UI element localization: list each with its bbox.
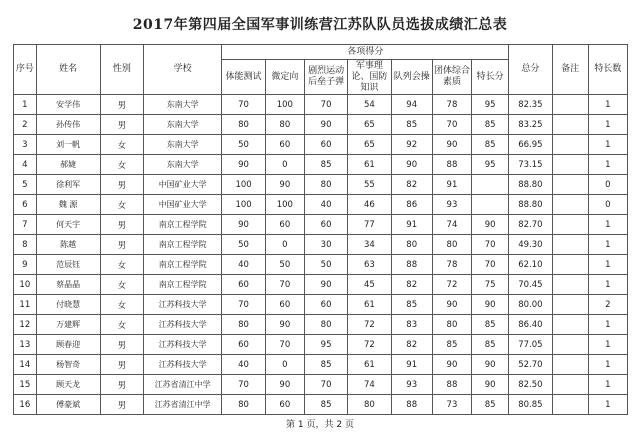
cell-name: 顾天龙	[36, 375, 100, 395]
cell-talent: 90	[472, 295, 509, 315]
cell-remark	[552, 315, 588, 335]
cell-seq: 2	[14, 115, 37, 135]
cell-drill: 80	[391, 235, 432, 255]
cell-talent-count: 1	[588, 155, 627, 175]
cell-school: 江苏科技大学	[143, 355, 221, 375]
cell-gender: 男	[100, 235, 143, 255]
table-row	[14, 155, 628, 175]
score-table	[13, 44, 628, 415]
cell-talent-count: 1	[588, 335, 627, 355]
cell-total: 82.70	[509, 215, 552, 235]
cell-talent: 85	[472, 115, 509, 135]
cell-gender: 女	[100, 295, 143, 315]
cell-orienteering: 50	[265, 255, 304, 275]
cell-sports: 60	[304, 215, 347, 235]
cell-fitness: 50	[222, 135, 265, 155]
table-row	[14, 175, 628, 195]
header-fitness: 体能测试	[222, 60, 265, 95]
cell-seq: 14	[14, 355, 37, 375]
cell-drill: 86	[391, 195, 432, 215]
cell-total: 52.70	[509, 355, 552, 375]
cell-total: 83.25	[509, 115, 552, 135]
cell-fitness: 80	[222, 115, 265, 135]
cell-team: 85	[432, 335, 471, 355]
cell-orienteering: 0	[265, 355, 304, 375]
cell-drill: 91	[391, 355, 432, 375]
cell-drill: 94	[391, 95, 432, 115]
cell-talent: 95	[472, 155, 509, 175]
cell-drill: 83	[391, 315, 432, 335]
cell-total: 49.30	[509, 235, 552, 255]
cell-military: 34	[348, 235, 391, 255]
cell-orienteering: 90	[265, 175, 304, 195]
cell-fitness: 90	[222, 155, 265, 175]
cell-remark	[552, 335, 588, 355]
cell-talent-count: 1	[588, 355, 627, 375]
table-row	[14, 275, 628, 295]
cell-military: 55	[348, 175, 391, 195]
cell-team: 90	[432, 355, 471, 375]
cell-fitness: 40	[222, 255, 265, 275]
cell-sports: 85	[304, 395, 347, 415]
cell-talent-count: 1	[588, 95, 627, 115]
cell-sports: 50	[304, 255, 347, 275]
cell-orienteering: 90	[265, 315, 304, 335]
header-gender: 性别	[100, 45, 143, 95]
cell-team: 93	[432, 195, 471, 215]
cell-talent	[472, 175, 509, 195]
cell-sports: 80	[304, 175, 347, 195]
cell-military: 63	[348, 255, 391, 275]
cell-total: 66.95	[509, 135, 552, 155]
header-military: 军事理论、国防知识	[348, 60, 391, 95]
cell-seq: 8	[14, 235, 37, 255]
cell-seq: 3	[14, 135, 37, 155]
table-row	[14, 355, 628, 375]
cell-school: 江苏科技大学	[143, 315, 221, 335]
cell-military: 72	[348, 315, 391, 335]
cell-military: 54	[348, 95, 391, 115]
cell-team: 74	[432, 215, 471, 235]
cell-military: 74	[348, 375, 391, 395]
cell-talent: 90	[472, 355, 509, 375]
table-row	[14, 135, 628, 155]
cell-drill: 82	[391, 275, 432, 295]
header-sports: 剧烈运动后垒子弹	[304, 60, 347, 95]
table-row	[14, 375, 628, 395]
header-total: 总分	[509, 45, 552, 95]
header-school: 学校	[143, 45, 221, 95]
table-row	[14, 255, 628, 275]
cell-orienteering: 60	[265, 135, 304, 155]
cell-military: 61	[348, 295, 391, 315]
cell-remark	[552, 235, 588, 255]
cell-sports: 70	[304, 375, 347, 395]
cell-fitness: 70	[222, 375, 265, 395]
cell-total: 88.80	[509, 175, 552, 195]
cell-talent: 90	[472, 215, 509, 235]
cell-fitness: 90	[222, 215, 265, 235]
cell-sports: 90	[304, 115, 347, 135]
cell-team: 91	[432, 175, 471, 195]
cell-remark	[552, 255, 588, 275]
cell-talent	[472, 195, 509, 215]
cell-seq: 10	[14, 275, 37, 295]
cell-school: 江苏省清江中学	[143, 395, 221, 415]
cell-name: 魏 源	[36, 195, 100, 215]
cell-talent: 85	[472, 335, 509, 355]
cell-sports: 90	[304, 275, 347, 295]
cell-talent-count: 1	[588, 315, 627, 335]
cell-talent: 85	[472, 395, 509, 415]
cell-name: 刘一帆	[36, 135, 100, 155]
cell-gender: 男	[100, 115, 143, 135]
cell-gender: 男	[100, 395, 143, 415]
header-team: 团体综合素质	[432, 60, 471, 95]
cell-name: 安学伟	[36, 95, 100, 115]
cell-gender: 女	[100, 155, 143, 175]
cell-name: 孙传伟	[36, 115, 100, 135]
table-row	[14, 395, 628, 415]
cell-team: 73	[432, 395, 471, 415]
cell-drill: 85	[391, 115, 432, 135]
cell-seq: 15	[14, 375, 37, 395]
cell-total: 82.35	[509, 95, 552, 115]
cell-team: 80	[432, 315, 471, 335]
cell-team: 90	[432, 295, 471, 315]
cell-school: 南京工程学院	[143, 275, 221, 295]
cell-seq: 7	[14, 215, 37, 235]
table-row	[14, 115, 628, 135]
cell-school: 中国矿业大学	[143, 175, 221, 195]
cell-talent: 90	[472, 375, 509, 395]
cell-military: 45	[348, 275, 391, 295]
cell-name: 顾春迎	[36, 335, 100, 355]
cell-school: 南京工程学院	[143, 235, 221, 255]
cell-school: 南京工程学院	[143, 215, 221, 235]
table-body	[14, 95, 628, 415]
cell-fitness: 100	[222, 175, 265, 195]
cell-school: 东南大学	[143, 155, 221, 175]
cell-school: 东南大学	[143, 95, 221, 115]
header-remark: 备注	[552, 45, 588, 95]
cell-fitness: 60	[222, 275, 265, 295]
cell-school: 中国矿业大学	[143, 195, 221, 215]
cell-remark	[552, 155, 588, 175]
cell-team: 88	[432, 375, 471, 395]
cell-total: 73.15	[509, 155, 552, 175]
cell-sports: 85	[304, 155, 347, 175]
cell-team: 90	[432, 135, 471, 155]
cell-talent-count: 1	[588, 135, 627, 155]
cell-team: 78	[432, 95, 471, 115]
cell-gender: 女	[100, 135, 143, 155]
cell-remark	[552, 375, 588, 395]
cell-school: 江苏科技大学	[143, 335, 221, 355]
cell-drill: 82	[391, 175, 432, 195]
cell-sports: 85	[304, 355, 347, 375]
cell-talent: 70	[472, 235, 509, 255]
cell-school: 江苏科技大学	[143, 295, 221, 315]
cell-gender: 男	[100, 375, 143, 395]
cell-total: 88.80	[509, 195, 552, 215]
cell-drill: 82	[391, 335, 432, 355]
cell-name: 范辰钰	[36, 255, 100, 275]
cell-total: 86.40	[509, 315, 552, 335]
cell-total: 80.00	[509, 295, 552, 315]
cell-orienteering: 90	[265, 375, 304, 395]
cell-school: 东南大学	[143, 135, 221, 155]
cell-gender: 男	[100, 335, 143, 355]
cell-remark	[552, 175, 588, 195]
header-name: 姓名	[36, 45, 100, 95]
page-title: 2017年第四届全国军事训练营江苏队队员选拔成绩汇总表	[132, 17, 508, 33]
cell-remark	[552, 295, 588, 315]
cell-seq: 12	[14, 315, 37, 335]
cell-orienteering: 0	[265, 235, 304, 255]
cell-seq: 6	[14, 195, 37, 215]
cell-seq: 13	[14, 335, 37, 355]
cell-military: 77	[348, 215, 391, 235]
cell-talent-count: 0	[588, 195, 627, 215]
cell-name: 蔡晶晶	[36, 275, 100, 295]
cell-sports: 60	[304, 295, 347, 315]
cell-gender: 男	[100, 355, 143, 375]
cell-talent-count: 1	[588, 375, 627, 395]
cell-orienteering: 100	[265, 195, 304, 215]
cell-fitness: 80	[222, 315, 265, 335]
cell-talent-count: 1	[588, 395, 627, 415]
header-talent: 特长分	[472, 60, 509, 95]
cell-orienteering: 100	[265, 95, 304, 115]
cell-fitness: 60	[222, 335, 265, 355]
cell-gender: 女	[100, 195, 143, 215]
cell-military: 72	[348, 335, 391, 355]
cell-orienteering: 80	[265, 115, 304, 135]
cell-talent: 85	[472, 315, 509, 335]
cell-drill: 93	[391, 375, 432, 395]
cell-sports: 80	[304, 315, 347, 335]
cell-orienteering: 70	[265, 335, 304, 355]
cell-gender: 女	[100, 315, 143, 335]
cell-talent-count: 1	[588, 215, 627, 235]
cell-seq: 16	[14, 395, 37, 415]
header-orienteering: 微定向	[265, 60, 304, 95]
cell-name: 郝婕	[36, 155, 100, 175]
cell-military: 61	[348, 355, 391, 375]
cell-drill: 90	[391, 155, 432, 175]
cell-school: 东南大学	[143, 115, 221, 135]
cell-team: 78	[432, 255, 471, 275]
header-drill: 队列会操	[391, 60, 432, 95]
cell-military: 80	[348, 395, 391, 415]
cell-talent-count: 1	[588, 115, 627, 135]
cell-total: 70.45	[509, 275, 552, 295]
cell-fitness: 40	[222, 355, 265, 375]
cell-orienteering: 60	[265, 295, 304, 315]
cell-team: 72	[432, 275, 471, 295]
cell-remark	[552, 135, 588, 155]
table-row	[14, 315, 628, 335]
cell-name: 傅豪斌	[36, 395, 100, 415]
cell-fitness: 50	[222, 235, 265, 255]
cell-talent-count: 1	[588, 255, 627, 275]
cell-seq: 1	[14, 95, 37, 115]
cell-name: 徐利军	[36, 175, 100, 195]
cell-name: 万建辉	[36, 315, 100, 335]
cell-school: 南京工程学院	[143, 255, 221, 275]
cell-seq: 11	[14, 295, 37, 315]
cell-name: 陈越	[36, 235, 100, 255]
header-seq: 序号	[14, 45, 37, 95]
table-row	[14, 335, 628, 355]
cell-orienteering: 60	[265, 215, 304, 235]
cell-talent: 95	[472, 95, 509, 115]
cell-gender: 男	[100, 95, 143, 115]
table-row	[14, 235, 628, 255]
cell-sports: 95	[304, 335, 347, 355]
cell-talent-count: 1	[588, 235, 627, 255]
cell-drill: 92	[391, 135, 432, 155]
cell-fitness: 70	[222, 295, 265, 315]
header-talent-count: 特长数	[588, 45, 627, 95]
cell-remark	[552, 195, 588, 215]
cell-gender: 男	[100, 175, 143, 195]
cell-talent: 85	[472, 135, 509, 155]
cell-remark	[552, 115, 588, 135]
cell-orienteering: 0	[265, 155, 304, 175]
cell-seq: 9	[14, 255, 37, 275]
cell-school: 江苏省清江中学	[143, 375, 221, 395]
cell-sports: 30	[304, 235, 347, 255]
cell-drill: 88	[391, 255, 432, 275]
cell-sports: 70	[304, 95, 347, 115]
cell-name: 何天宇	[36, 215, 100, 235]
cell-remark	[552, 355, 588, 375]
cell-remark	[552, 275, 588, 295]
cell-talent: 70	[472, 255, 509, 275]
table-row	[14, 95, 628, 115]
cell-talent-count: 0	[588, 175, 627, 195]
cell-drill: 85	[391, 295, 432, 315]
cell-sports: 40	[304, 195, 347, 215]
cell-name: 杨智奇	[36, 355, 100, 375]
cell-name: 付晓慧	[36, 295, 100, 315]
cell-seq: 4	[14, 155, 37, 175]
cell-team: 70	[432, 115, 471, 135]
cell-drill: 91	[391, 215, 432, 235]
cell-fitness: 100	[222, 195, 265, 215]
table-row	[14, 215, 628, 235]
cell-talent-count: 2	[588, 295, 627, 315]
cell-team: 88	[432, 155, 471, 175]
cell-total: 77.05	[509, 335, 552, 355]
cell-seq: 5	[14, 175, 37, 195]
cell-total: 62.10	[509, 255, 552, 275]
page-footer: 第 1 页，共 2 页	[286, 420, 354, 430]
cell-remark	[552, 95, 588, 115]
cell-total: 82.50	[509, 375, 552, 395]
cell-drill: 88	[391, 395, 432, 415]
cell-military: 46	[348, 195, 391, 215]
table-row	[14, 295, 628, 315]
cell-gender: 女	[100, 275, 143, 295]
cell-military: 65	[348, 135, 391, 155]
cell-team: 80	[432, 235, 471, 255]
cell-orienteering: 70	[265, 275, 304, 295]
cell-military: 61	[348, 155, 391, 175]
cell-orienteering: 60	[265, 395, 304, 415]
table-row	[14, 195, 628, 215]
header-score-group: 各项得分	[222, 45, 509, 60]
cell-fitness: 70	[222, 95, 265, 115]
cell-talent-count: 1	[588, 275, 627, 295]
cell-total: 80.85	[509, 395, 552, 415]
cell-fitness: 80	[222, 395, 265, 415]
cell-military: 65	[348, 115, 391, 135]
cell-talent: 75	[472, 275, 509, 295]
table-header	[14, 45, 628, 95]
cell-gender: 男	[100, 215, 143, 235]
cell-sports: 60	[304, 135, 347, 155]
cell-remark	[552, 395, 588, 415]
cell-remark	[552, 215, 588, 235]
cell-gender: 女	[100, 255, 143, 275]
